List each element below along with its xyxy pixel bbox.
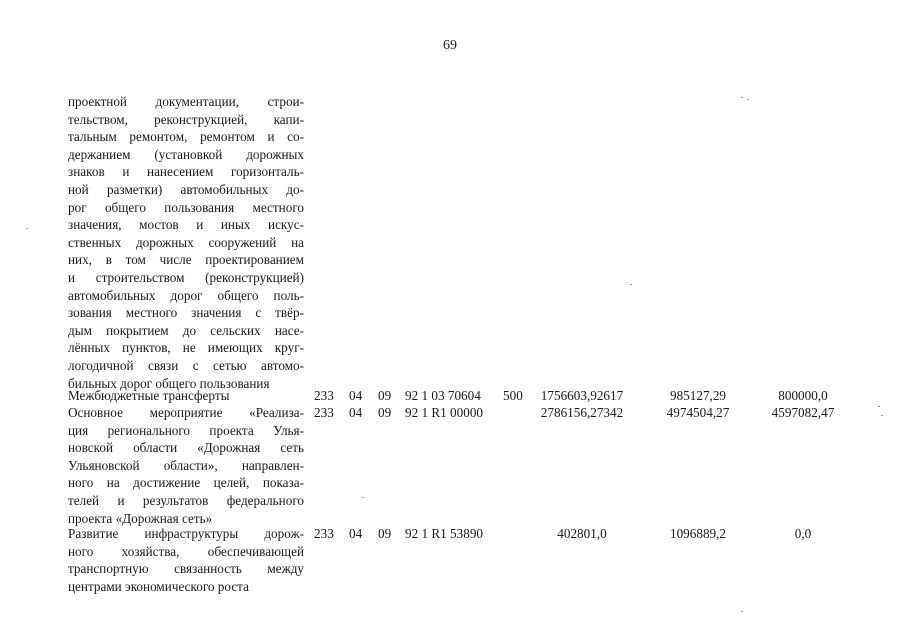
scan-speck xyxy=(878,406,880,407)
description-line: транспортную связанность между xyxy=(68,561,304,577)
admin-code: 233 xyxy=(314,526,334,541)
scan-speck xyxy=(741,611,743,612)
amount-year-2: 1096889,2 xyxy=(669,526,727,541)
description-line: них, в том числе проектированием xyxy=(68,252,304,268)
subsection-code: 09 xyxy=(378,388,392,403)
description-line: ственных дорожных сооружений на xyxy=(68,234,304,250)
section-code: 04 xyxy=(349,388,363,403)
description-line: проекта «Дорожная сеть» xyxy=(68,510,213,526)
description-line: телей и результатов федерального xyxy=(68,492,304,508)
description-line: знаков и нанесением горизонталь- xyxy=(68,164,304,180)
description-line: зования местного значения с твёр- xyxy=(68,305,304,321)
amount-year-1: 1756603,92617 xyxy=(540,388,624,403)
scan-speck xyxy=(362,497,364,498)
description-line: проектной документации, строи- xyxy=(68,94,304,109)
table-row-description xyxy=(68,525,304,595)
description-line: тельством, реконструкцией, капи- xyxy=(68,111,304,127)
description-line: дым покрытием до сельских насе- xyxy=(68,322,304,338)
scan-speck xyxy=(630,284,632,285)
target-article-code: 92 1 03 70604 xyxy=(405,388,481,403)
page-number: 69 xyxy=(443,38,457,53)
description-line: Ульяновской области», направлен- xyxy=(68,457,304,473)
description-line: Основное мероприятие «Реализа- xyxy=(68,405,304,420)
description-line: держанием (установкой дорожных xyxy=(68,146,304,162)
description-line: логодичной связи с сетью автомо- xyxy=(68,357,304,373)
scan-speck xyxy=(741,97,743,98)
description-line: Межбюджетные трансферты xyxy=(68,388,230,403)
description-line: Развитие инфраструктуры дорож- xyxy=(68,526,304,541)
admin-code: 233 xyxy=(314,405,334,420)
amount-year-3: 4597082,47 xyxy=(771,405,835,420)
expense-type-code: 500 xyxy=(503,388,523,403)
table-row-description xyxy=(68,387,304,405)
description-line: новской области «Дорожная сеть xyxy=(68,440,304,456)
section-code: 04 xyxy=(349,405,363,420)
scan-speck xyxy=(747,99,749,100)
amount-year-3: 0,0 xyxy=(794,526,812,541)
description-line: автомобильных дорог общего поль- xyxy=(68,287,304,303)
description-line: значения, мостов и иных искус- xyxy=(68,217,304,233)
description-line: ного хозяйства, обеспечивающей xyxy=(68,543,304,559)
subsection-code: 09 xyxy=(378,405,392,420)
target-article-code: 92 1 R1 00000 xyxy=(405,405,484,420)
amount-year-2: 4974504,27 xyxy=(666,405,730,420)
description-line: ной разметки) автомобильных до- xyxy=(68,181,304,197)
amount-year-1: 2786156,27342 xyxy=(540,405,624,420)
description-line: ного на достижение целей, показа- xyxy=(68,475,304,491)
amount-year-1: 402801,0 xyxy=(557,526,607,541)
amount-year-2: 985127,29 xyxy=(669,388,727,403)
amount-year-3: 800000,0 xyxy=(778,388,828,403)
description-line: центрами экономического роста xyxy=(68,578,249,594)
description-line: тальным ремонтом, ремонтом и со- xyxy=(68,129,304,145)
description-line: и строительством (реконструкцией) xyxy=(68,269,304,285)
scan-speck xyxy=(26,228,28,229)
table-row-description xyxy=(68,93,304,392)
subsection-code: 09 xyxy=(378,526,392,541)
admin-code: 233 xyxy=(314,388,334,403)
section-code: 04 xyxy=(349,526,363,541)
target-article-code: 92 1 R1 53890 xyxy=(405,526,484,541)
table-row-description xyxy=(68,404,304,527)
description-line: бильных дорог общего пользования xyxy=(68,375,270,391)
description-line: рог общего пользования местного xyxy=(68,199,304,215)
description-line: лённых пунктов, не имеющих круг- xyxy=(68,340,304,356)
description-line: ция регионального проекта Улья- xyxy=(68,422,304,438)
scan-speck xyxy=(881,415,883,416)
